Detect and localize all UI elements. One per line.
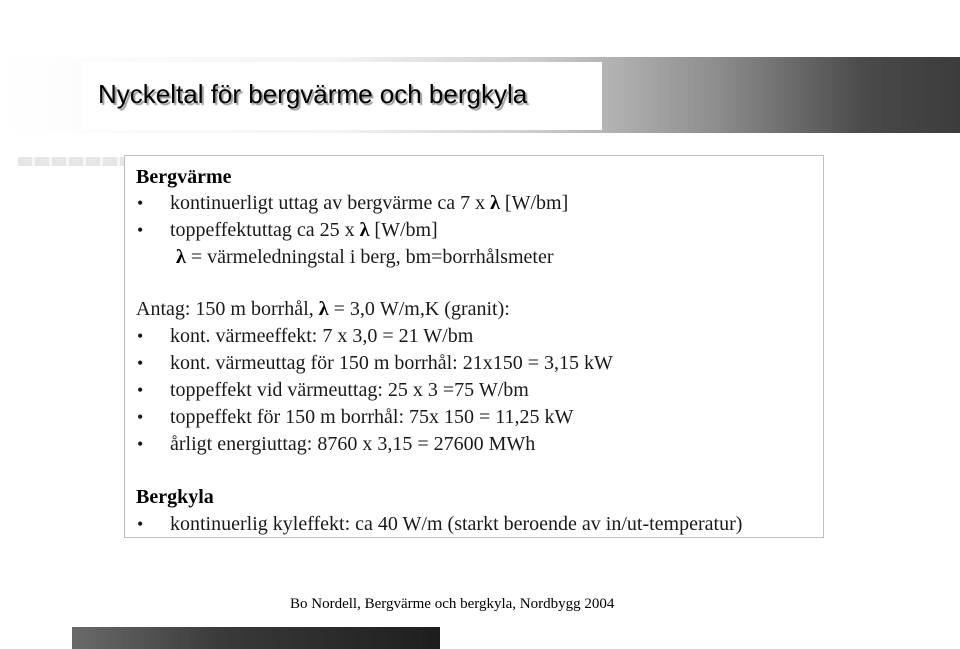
bullet-marker: • <box>137 380 144 400</box>
bergkyla-heading: Bergkyla <box>136 486 214 508</box>
slide-title: Nyckeltal för bergvärme och bergkyla <box>98 79 528 109</box>
antag-item: toppeffekt vid värmeuttag: 25 x 3 =75 W/bm <box>170 379 529 401</box>
bullet-text: [W/bm] <box>499 192 569 214</box>
antag-text: Antag: 150 m borrhål, <box>136 298 319 320</box>
lambda-symbol: λ <box>318 298 329 320</box>
definition-text: = värmeledningstal i berg, bm=borrhålsmeter <box>185 246 554 268</box>
antag-text: = 3,0 W/m,K (granit): <box>328 298 510 320</box>
bullet-marker: • <box>137 193 144 213</box>
bottom-gradient-band <box>72 627 440 649</box>
bullet-marker: • <box>137 407 144 427</box>
lambda-symbol: λ <box>176 246 186 268</box>
bullet-marker: • <box>137 353 144 373</box>
slide-footer: Bo Nordell, Bergvärme och bergkyla, Nordbygg 2004 <box>290 596 615 612</box>
bullet-marker: • <box>137 434 144 454</box>
bullet-marker: • <box>137 220 144 240</box>
antag-item: toppeffekt för 150 m borrhål: 75x 150 = 11,25 kW <box>170 406 574 428</box>
bergvarme-heading: Bergvärme <box>136 166 232 188</box>
antag-item: årligt energiuttag: 8760 x 3,15 = 27600 MWh <box>170 433 536 455</box>
bullet-text: toppeffektuttag ca 25 x <box>170 219 360 241</box>
antag-item: kont. värmeuttag för 150 m borrhål: 21x150 = 3,15 kW <box>170 352 613 374</box>
bullet-text: kontinuerligt uttag av bergvärme ca 7 x <box>170 192 491 214</box>
bullet-marker: • <box>137 326 144 346</box>
bullet-text: [W/bm] <box>369 219 438 241</box>
antag-intro <box>136 297 510 321</box>
bullet-marker: • <box>137 514 144 534</box>
antag-item: kont. värmeeffekt: 7 x 3,0 = 21 W/bm <box>170 325 474 347</box>
bergvarme-bullet-continuous <box>170 191 568 215</box>
lambda-symbol: λ <box>359 219 370 241</box>
lambda-symbol: λ <box>490 192 500 214</box>
lambda-definition <box>176 245 553 269</box>
bergvarme-bullet-peak <box>170 218 438 242</box>
bergkyla-bullet: kontinuerlig kyleffekt: ca 40 W/m (starkt beroende av in/ut-temperatur) <box>170 513 743 535</box>
